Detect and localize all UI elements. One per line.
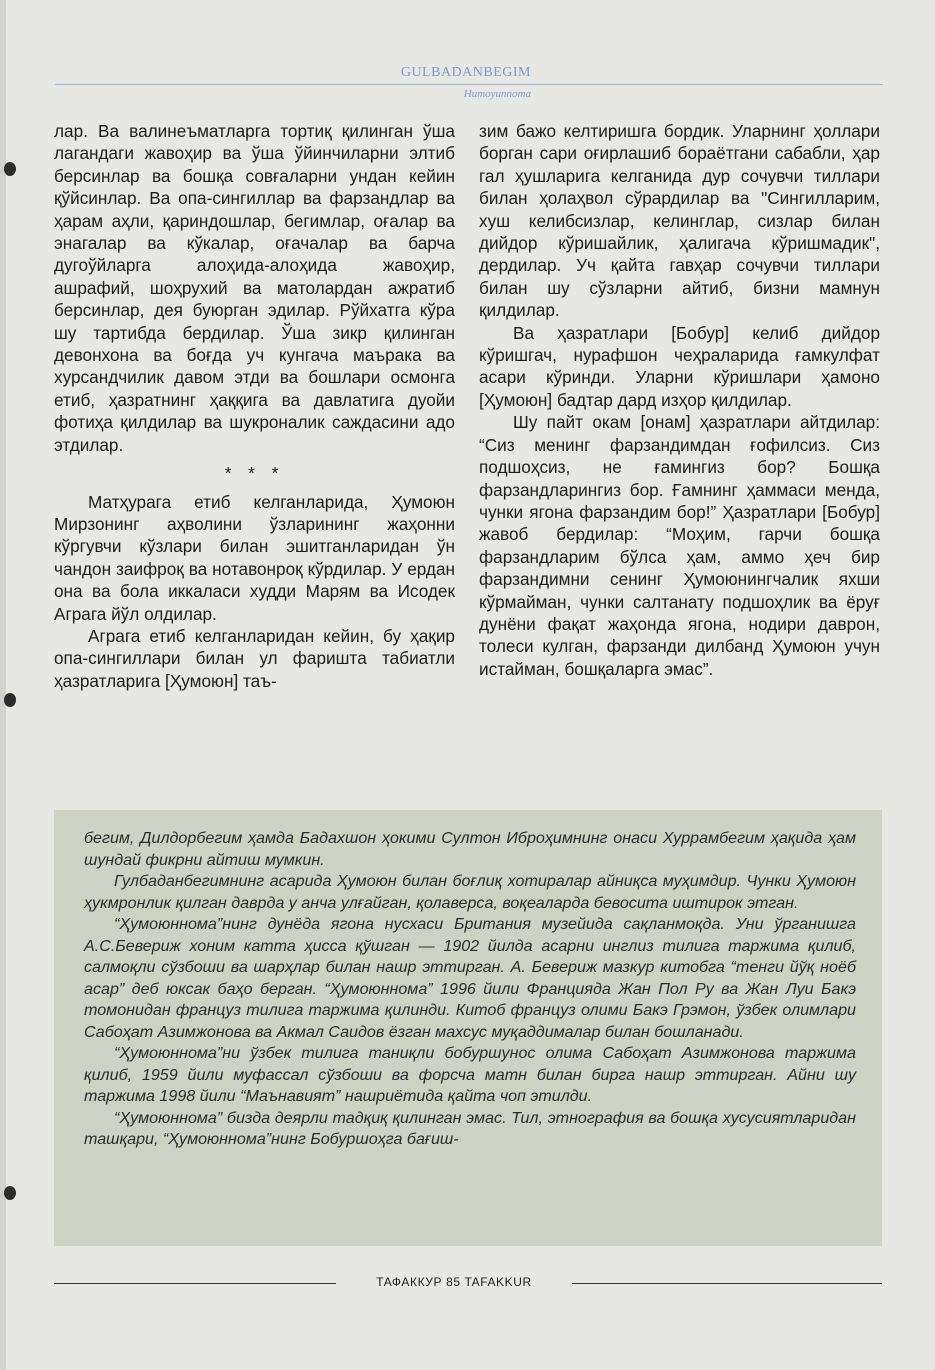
header-subtitle: Humoyunnoma (463, 88, 531, 100)
paragraph: Ва ҳазратлари [Бобур] келиб дийдор кўришгач, нурафшон чеҳраларида ғамкулфат асари кўринди. Уларни кўришлари ҳамоно [Ҳумоюн] бадтар дард изҳор қилдилар. (479, 322, 880, 410)
commentary-box (54, 810, 882, 1246)
commentary-paragraph: бегим, Дилдорбегим ҳамда Бадахшон ҳокими Султон Иброҳимнинг онаси Хуррамбегим ҳақида ҳам шундай фикрни айтиш мумкин. (84, 829, 856, 869)
footer-rule-left (54, 1283, 336, 1284)
paragraph: Матҳурага етиб келганларида, Ҳумоюн Мирзонинг аҳволини ўзларининг жаҳонни кўргувчи кўзлари билан эшитганларидан ўн чандон заифроқ ва нотавонроқ кўрдилар. У ердан она ва бола иккаласи худди Марям ва Исодек Аграга йўл олдилар. (54, 491, 455, 624)
section-break-stars: * * * (224, 463, 285, 484)
footer-page-label: ТАФАККУР 85 TAFAKKUR (376, 1275, 532, 1289)
punch-hole (4, 162, 16, 176)
header-title: GULBADANBEGIM (400, 65, 531, 80)
punch-hole (4, 693, 16, 707)
commentary-paragraph: Гулбаданбегимнинг асарида Ҳумоюн билан боғлиқ хотиралар айниқса муҳимдир. Чунки Ҳумоюн ҳукмронлик қилган даврда у анча улғайган, қолаверса, воқеаларда бевосита иштирок этган. (84, 872, 856, 912)
commentary-paragraph: “Ҳумоюннома” бизда деярли тадқиқ қилинган эмас. Тил, этнография ва бошқа хусусиятларидан ташқари, “Ҳумоюннома”нинг Бобуршоҳга бағиш- (84, 1108, 856, 1148)
running-header (55, 64, 883, 101)
paragraph: Шу пайт окам [онам] ҳазратлари айтдилар: “Сиз менинг фарзандимдан ғофилсиз. Сиз подшоҳсиз, не ғамингиз бор? Бошқа фарзандларингиз бор. Ғамнинг ҳаммаси менда, чунки ягона фарзандим бор!” Ҳазратлари [Бобур] жавоб бердилар: “Моҳим, гарчи бошқа фарзандларим бўлса ҳам, аммо ҳеч бир фарзандимни сенинг Ҳумоюнингчалик яхши кўрмайман, чунки салтанату подшоҳлик ва ёруғ дунёни фақат жаҳонда ягона, нодири даврон, толеси кулган, фарзанди дилбанд Ҳумоюн учун истайман, бошқаларга эмас”. (479, 412, 880, 679)
paragraph: лар. Ва валинеъматларга тортиқ қилинган ўша лагандаги жавоҳир ва ўша ўйинчиларни элтиб берсинлар ва бошқа совғаларни ундан кейин қўйсинлар. Ва опа-сингиллар ва фарзандлар ва ҳарам аҳли, қариндошлар, бегимлар, оғалар ва энагалар ва кўкалар, оғачалар ва барча дугоўйларга алоҳида-алоҳида жавоҳир, ашрафий, шоҳрухий ва матолардан ажратиб берсинлар, дея буюрган эдилар. Рўйхатга кўра шу тартибда бердилар. Ўша зикр қилинган девонхона ва боғда уч кунгача маърака ва хурсандчилик давом этди ва бошлари осмонга етиб, ҳазратнинг ҳаққига ва давлатига дуойи фотиҳа қилдилар ва шукроналик саждасини адо этдилар. (54, 121, 455, 455)
footer-rule-right (572, 1283, 882, 1284)
page-footer (54, 1273, 882, 1293)
paragraph: зим бажо келтиришга бордик. Уларнинг ҳоллари борган сари оғирлашиб бораётгани сабабли, ҳар гал ҳушларига келганида дур сочувчи тиллари билан ҳолаҳвол сўрардилар ва "Сингилларим, хуш келибсизлар, келинглар, сизлар билан дийдор кўришайлик, ҳалигача кўришмадик", дердилар. Уч қайта гавҳар сочувчи тиллари билан шу сўзларни айтиб, бизни мамнун қилдилар. (479, 121, 880, 321)
punch-hole (4, 1186, 16, 1200)
header-rule (55, 84, 883, 85)
right-column (479, 120, 880, 680)
commentary-paragraph: “Ҳумоюннома”ни ўзбек тилига таниқли бобуршунос олима Сабоҳат Азимжонова таржима қилиб, 1959 йили муфассал сўзбоши ва форсча матн билан бирга нашр эттирган. Айни шу таржима 1998 йили “Маънавият” нашриётида қайта чоп этилди. (84, 1044, 856, 1105)
commentary-paragraph: “Ҳумоюннома”нинг дунёда ягона нусхаси Британия музейида сақланмоқда. Уни ўрганишга А.С.Бевериж хоним катта ҳисса қўшган — 1902 йилда асарни инглиз тилига таржима қилиб, салмоқли сўзбоши ва шарҳлар билан нашр эттирган. А. Бевериж мазкур китобга “тенги йўқ ноёб асар” деб юксак баҳо берган. “Ҳумоюннома” 1996 йили Францияда Жан Пол Ру ва Жан Луи Бакэ томонидан француз тилига таржима қилинди. Китоб француз олими Бакэ Грэмон, ўзбек олимлари Сабоҳат Азимжонова ва Акмал Саидов ёзган махсус муқаддималар билан бошланади. (84, 915, 856, 1041)
left-column (54, 120, 455, 692)
paragraph: Аграга етиб келганларидан кейин, бу ҳақир опа-сингиллари билан ул фариштa табиатли ҳазратларига [Ҳумоюн] таъ- (54, 625, 455, 691)
page-edge (0, 0, 6, 1370)
